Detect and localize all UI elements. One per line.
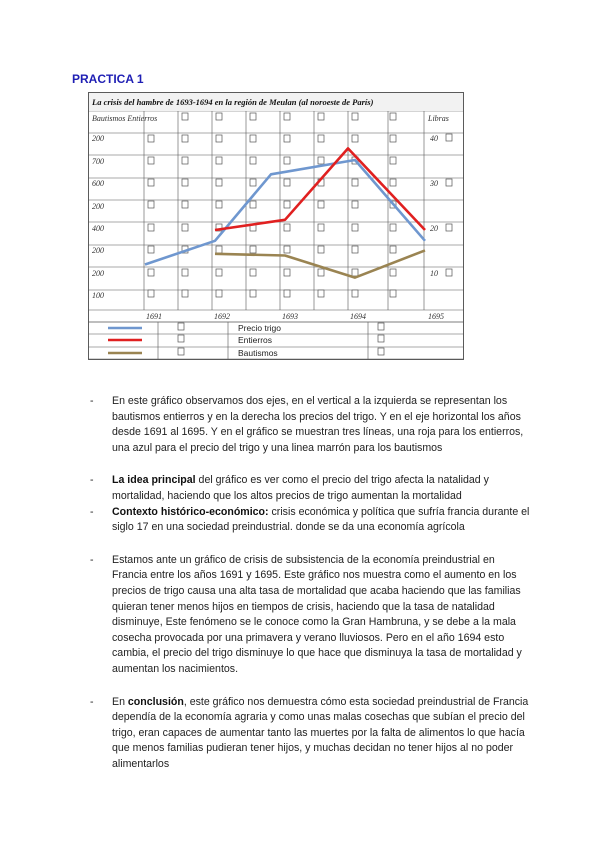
cell-marker (318, 201, 324, 208)
cell-marker (318, 290, 324, 297)
cell-marker (284, 135, 290, 142)
cell-marker (148, 179, 154, 186)
cell-marker (216, 113, 222, 120)
paragraph-text (112, 554, 522, 675)
cell-marker (352, 246, 358, 253)
cell-marker (250, 135, 256, 142)
right-tick-label: 30 (430, 179, 438, 188)
cell-marker (148, 224, 154, 231)
cell-marker (390, 224, 396, 231)
cell-marker (446, 134, 452, 141)
cell-marker (284, 201, 290, 208)
cell-marker (182, 157, 188, 164)
bullet-dash: - (90, 695, 94, 708)
bullet-dash: - (90, 505, 94, 518)
list-item (72, 505, 532, 536)
chart-title: La crisis del hambre de 1693-1694 en la región de Meulan (al noroeste de París) (92, 97, 374, 107)
text-run: Estamos ante un gráfico de crisis de subsistencia de la economía preindustrial en Francia entre los años 1691 y 1695. Este gráfico nos muestra como el aumento en los precios de trigo causa una alta tasa de mortalidad que acaba haciendo que las familias quieran tener menos hijos en tiempos de crisis, haciendo que la tasa de natalidad disminuye, Este fenómeno se le conoce como la Gran Hambruna, y se debe a la mala cosecha provocada por una primavera y verano lluviosos. Pero en el año 1694 esto cambia, el precio del trigo disminuye lo que hace que disminuya la tasa de mortalidad y aumentan los nacimientos. (112, 553, 522, 675)
cell-marker (284, 269, 290, 276)
text-run: , este gráfico nos demuestra cómo esta sociedad preindustrial de Francia dependía de la economía agraria y como unas malas cosechas que subían el precio del trigo, eran capaces de aumentar tanto las muertes por la falta de alimentos lo que hacía que menos familias pudieran tener hijos, y muchas decidan no tener hijos al no poder alimentarlos (112, 695, 529, 770)
right-tick-label: 40 (430, 134, 438, 143)
cell-marker (352, 179, 358, 186)
cell-marker (390, 113, 396, 120)
left-tick-label: 700 (92, 157, 104, 166)
cell-marker (446, 179, 452, 186)
cell-marker (216, 269, 222, 276)
cell-marker (148, 135, 154, 142)
commentary-list (72, 394, 532, 772)
right-tick-label: 10 (430, 269, 438, 278)
cell-marker (390, 269, 396, 276)
left-tick-label: 200 (92, 269, 104, 278)
cell-marker (352, 290, 358, 297)
x-tick-label: 1694 (350, 312, 366, 321)
page-title: PRACTICA 1 (72, 72, 144, 86)
paragraph-text (112, 506, 529, 534)
list-item (72, 695, 532, 773)
cell-marker (284, 224, 290, 231)
cell-marker (148, 290, 154, 297)
cell-marker (390, 157, 396, 164)
x-tick-label: 1695 (428, 312, 444, 321)
left-tick-label: 200 (92, 202, 104, 211)
cell-marker (216, 246, 222, 253)
cell-marker (148, 269, 154, 276)
cell-marker (216, 157, 222, 164)
cell-marker (250, 201, 256, 208)
cell-marker (284, 246, 290, 253)
text-run: del gráfico es ver como el precio del trigo afecta la natalidad y mortalidad, haciendo que los altos precios de trigo aumentan la mortalidad (112, 474, 489, 502)
cell-marker (148, 246, 154, 253)
cell-marker (446, 224, 452, 231)
cell-marker (318, 224, 324, 231)
text-run: En este gráfico observamos dos ejes, en el vertical a la izquierda se representan los bautismos entierros y en la derecha los precios del trigo. Y en el eje horizontal los años desde 1691 al 1695. Y en el gráfico se muestran tres líneas, una roja para los entierros, una azul para el precio del trigo y una linea marrón para los bautismos (112, 395, 524, 454)
cell-marker (318, 157, 324, 164)
cell-marker (390, 290, 396, 297)
bullet-dash: - (90, 474, 94, 487)
right-tick-label: 20 (430, 224, 438, 233)
cell-marker (378, 335, 384, 342)
cell-marker (352, 113, 358, 120)
text-run: crisis económica y política que sufría francia durante el siglo 17 en una sociedad preindustrial. donde se da una economía agrícola (112, 505, 530, 534)
cell-marker (390, 179, 396, 186)
cell-marker (178, 348, 184, 355)
list-item (72, 553, 532, 678)
cell-marker (182, 179, 188, 186)
cell-marker (250, 246, 256, 253)
cell-marker (318, 113, 324, 120)
cell-marker (284, 157, 290, 164)
cell-marker (352, 135, 358, 142)
cell-marker (182, 224, 188, 231)
cell-marker (318, 269, 324, 276)
cell-marker (216, 179, 222, 186)
legend-label: Precio trigo (238, 323, 281, 333)
left-tick-label: 600 (92, 179, 104, 188)
cell-marker (352, 224, 358, 231)
cell-marker (182, 269, 188, 276)
cell-marker (182, 135, 188, 142)
left-tick-label: 400 (92, 224, 104, 233)
cell-marker (250, 157, 256, 164)
cell-marker (318, 135, 324, 142)
cell-marker (178, 335, 184, 342)
cell-marker (284, 290, 290, 297)
left-tick-label: 100 (92, 291, 104, 300)
cell-marker (148, 201, 154, 208)
cell-marker (250, 113, 256, 120)
paragraph-text (112, 696, 528, 770)
cell-marker (378, 348, 384, 355)
x-tick-label: 1691 (146, 312, 162, 321)
bold-phrase: conclusión (127, 695, 184, 708)
cell-marker (216, 290, 222, 297)
left-tick-label: 200 (92, 246, 104, 255)
cell-marker (178, 323, 184, 330)
cell-marker (216, 201, 222, 208)
cell-marker (148, 157, 154, 164)
crisis-chart (88, 92, 464, 360)
left-tick-label: 200 (92, 134, 104, 143)
cell-marker (284, 179, 290, 186)
bold-phrase: Contexto histórico-económico: (112, 505, 269, 518)
bullet-dash: - (90, 395, 94, 407)
paragraph-text (112, 474, 489, 502)
cell-marker (216, 135, 222, 142)
bullet-dash: - (90, 553, 94, 566)
cell-marker (378, 323, 384, 330)
cell-marker (352, 269, 358, 276)
bold-phrase: La idea principal (112, 474, 196, 487)
left-axis-header: Bautismos Entierros (92, 114, 158, 123)
legend-label: Bautismos (238, 348, 278, 358)
cell-marker (250, 179, 256, 186)
cell-marker (390, 246, 396, 253)
list-item (72, 473, 532, 504)
cell-marker (250, 269, 256, 276)
cell-marker (182, 113, 188, 120)
right-axis-header: Libras (428, 114, 449, 123)
x-tick-label: 1692 (214, 312, 230, 321)
cell-marker (284, 113, 290, 120)
crisis-chart-figure (88, 92, 464, 360)
cell-marker (352, 201, 358, 208)
paragraph-text (112, 395, 523, 454)
cell-marker (318, 246, 324, 253)
cell-marker (250, 290, 256, 297)
cell-marker (182, 290, 188, 297)
text-run: En (112, 695, 128, 708)
x-tick-label: 1693 (282, 312, 298, 321)
cell-marker (182, 201, 188, 208)
legend-label: Entierros (238, 335, 273, 345)
list-item (72, 394, 532, 456)
cell-marker (446, 269, 452, 276)
cell-marker (390, 135, 396, 142)
